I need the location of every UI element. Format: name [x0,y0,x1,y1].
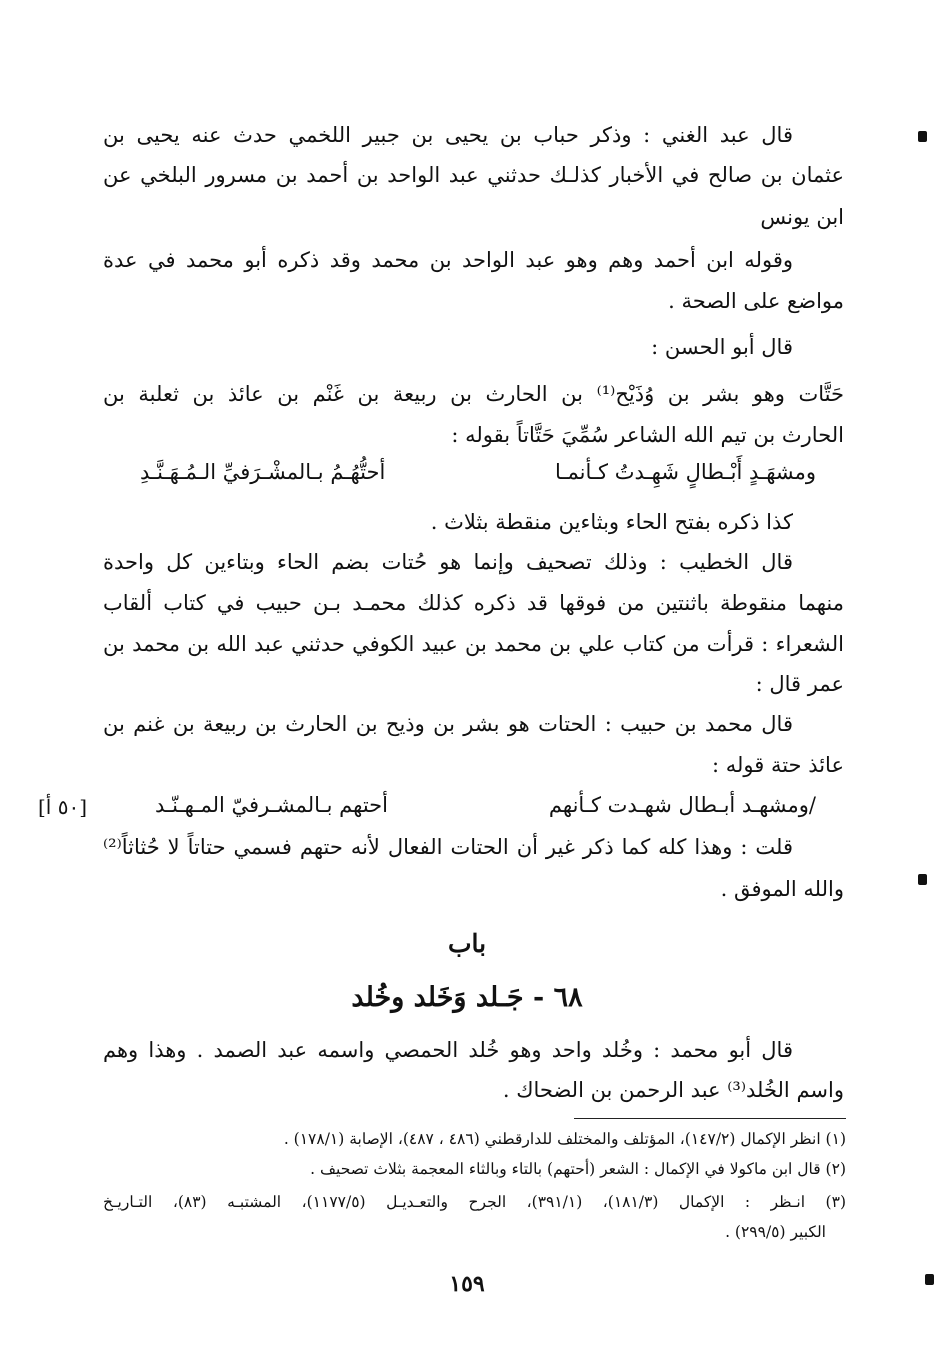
text-line: وقوله ابن أحمد وهم وهو عبد الواحد بن محمد وقد ذكره أبو محمد في عدة [103,248,793,272]
text-line: قال الخطيب : وذلك تصحيف وإنما هو حُتات بضم الحاء وبتاءين كل واحدة [103,550,793,574]
text-line: عثمان بن صالح في الأخبار كذلـك حدثني عبد الواحد بن أحمد بن مسرور البلخي عن [103,163,844,187]
text-line: واسم الخُلد⁽³⁾ عبد الرحمن بن الضحاك . [502,1078,844,1102]
section-heading-bab: باب [447,929,487,958]
text-line: قلت : وهذا كله كما ذكر غير أن الحتات الفعال لأنه حتهم فسمي حتاتاً لا حُثاثاً⁽²⁾ [103,835,793,859]
text-line: كذا ذكره بفتح الحاء وبثاءين منقطة بثلاث . [430,510,793,534]
text-line: والله الموفق . [720,877,844,901]
text-line: ابن يونس [760,205,844,229]
text-line: حَتَّات وهو بشر بن وُذَيْح⁽¹⁾ بن الحارث بن ربيعة بن غَنْم بن عائذ بن ثعلبة بن [103,382,844,406]
text-line: الحارث بن تيم الله الشاعر سُمِّيَ حَتَّاتاً بقوله : [451,423,844,447]
text-line: قال محمد بن حبيب : الحتات هو بشر بن وذيح بن الحارث بن ربيعة بن غنم بن [103,712,793,736]
margin-mark [918,131,927,142]
text-line: عائذ حتة قوله : [711,753,844,777]
folio-reference: [٥٠ أ] [38,795,88,819]
chapter-title: ٦٨ - جَـلد وَخَلد وخُلد [351,982,583,1013]
footnote-divider [574,1118,846,1119]
footnote: (١) انظر الإكمال (١٤٧/٢)، المؤتلف والمختلف للدارقطني (٤٨٦ ، ٤٨٧)، الإصابة (١٧٨/١) . [283,1130,846,1148]
text-line: مواضع على الصحة . [668,289,844,313]
footnote-continuation: الكبير (٢٩٩/٥) . [725,1223,826,1241]
page-number: ١٥٩ [449,1271,485,1297]
verse-hemistich-right: /ومشهـد أبـطال شهـدت كـأنهم [548,793,816,817]
verse-hemistich-left: أحتُّهُـمُ بـالمشْـرَفيِّ الـمُـهَـنَّـدِ [140,460,386,484]
text-line: عمر قال : [755,672,844,696]
margin-mark [918,874,927,885]
text-line: منهما منقوطة باثنتين من فوقها قد ذكره كذلك محمـد بـن حبيب في كتاب ألقاب [103,591,844,615]
verse-hemistich-right: ومشهَـدٍ أَبْـطالٍ شَهِـدتُ كـأنمـا [554,460,816,484]
text-line: قال أبو الحسن : [651,335,793,359]
footnote: (٢) قال ابن ماكولا في الإكمال : الشعر (أحتهم) بالتاء وبالثاء المعجمة بثلاث تصحيف . [310,1160,846,1178]
text-line: الشعراء : قرأت من كتاب علي بن محمد بن عبيد الكوفي حدثني عبد الله بن محمد بن [103,632,844,656]
footnote: (٣) انـظر : الإكمال (١٨١/٣)، (٣٩١/١)، الجرح والتعـديـل (١١٧٧/٥)، المشتبـه (٨٣)، التـاريـخ [103,1193,846,1211]
verse-hemistich-left: أحتهم بـالمشـرفيّ المـهـنّـد [155,793,388,817]
text-line: قال عبد الغني : وذكر حباب بن يحيى بن جبير اللخمي حدث عنه يحيى بن [103,123,793,147]
text-line: قال أبو محمد : وخُلد واحد وهو خُلد الحمصي واسمه عبد الصمد . وهذا وهم [103,1038,793,1062]
